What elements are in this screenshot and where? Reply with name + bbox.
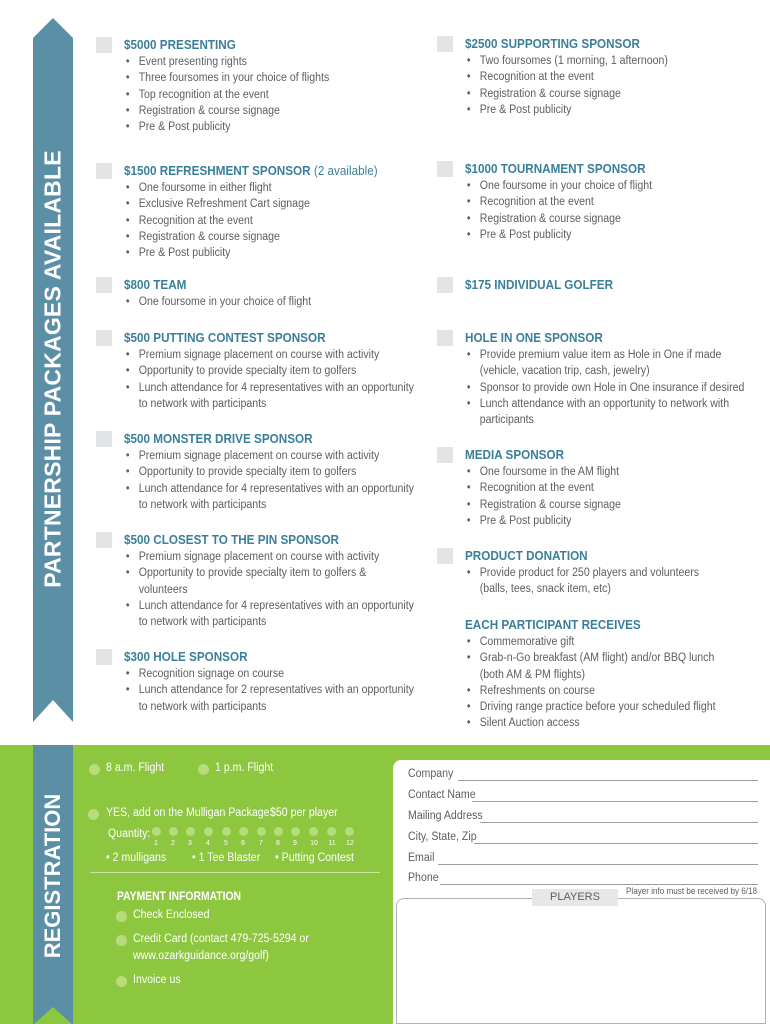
list-item: (both AM & PM flights) <box>479 668 585 681</box>
list-item: • Lunch attendance with an opportunity to network with <box>465 396 744 412</box>
package-title: $500 PUTTING CONTEST SPONSOR <box>124 330 326 345</box>
payment-check-label: Check Enclosed <box>133 909 210 921</box>
list-item: • Lunch attendance for 4 representatives with an opportunity <box>124 598 414 614</box>
package-title: $5000 PRESENTING <box>124 37 236 52</box>
mailing-address-label: Mailing Address <box>408 810 483 822</box>
quantity-option-3[interactable] <box>186 827 195 836</box>
list-item: to network with participants <box>138 700 267 713</box>
email-label: Email <box>408 852 435 864</box>
contact-name-label: Contact Name <box>408 789 476 801</box>
list-item: to network with participants <box>138 397 267 410</box>
list-item: • Registration & course signage <box>124 103 329 119</box>
email-field[interactable] <box>438 864 758 865</box>
list-item: • Sponsor to provide own Hole in One insurance if desired <box>465 380 744 396</box>
list-item: • Driving range practice before your scheduled flight <box>465 699 716 715</box>
quantity-option-1[interactable] <box>152 827 161 836</box>
players-box[interactable] <box>396 898 766 1024</box>
package-checkbox[interactable] <box>437 330 453 346</box>
package-product-donation <box>465 548 719 598</box>
quantity-number: 6 <box>241 840 245 847</box>
package-500-putting <box>124 330 439 412</box>
quantity-number: 3 <box>188 840 192 847</box>
list-item: • Premium signage placement on course with activity <box>124 347 414 363</box>
package-media <box>465 447 634 529</box>
package-checkbox[interactable] <box>437 548 453 564</box>
payment-title: PAYMENT INFORMATION <box>117 891 242 903</box>
list-item: • Two foursomes (1 morning, 1 afternoon) <box>465 53 668 69</box>
list-item: • Recognition at the event <box>124 213 383 229</box>
section-title: EACH PARTICIPANT RECEIVES <box>465 617 641 632</box>
package-500-monster-drive <box>124 431 439 513</box>
players-note: Player info must be received by 6/18 <box>626 886 758 896</box>
package-checkbox[interactable] <box>96 649 112 665</box>
payment-invoice-radio[interactable] <box>116 976 127 987</box>
list-item: • Silent Auction access <box>465 715 716 731</box>
quantity-number: 2 <box>171 840 175 847</box>
quantity-number: 12 <box>346 840 354 847</box>
package-800-team <box>124 277 327 310</box>
quantity-option-10[interactable] <box>309 827 318 836</box>
flight-am-label: 8 a.m. Flight <box>106 762 165 774</box>
package-title: $500 CLOSEST TO THE PIN SPONSOR <box>124 532 339 547</box>
package-note: (2 available) <box>313 163 378 178</box>
quantity-label: Quantity: <box>108 828 151 840</box>
package-checkbox[interactable] <box>96 277 112 293</box>
list-item: • Opportunity to provide specialty item to golfers & <box>124 565 414 581</box>
mulligan-item: • 1 Tee Blaster <box>192 852 261 864</box>
list-item: • Provide product for 250 players and volunteers <box>465 565 699 581</box>
phone-label: Phone <box>408 872 439 884</box>
quantity-option-6[interactable] <box>239 827 248 836</box>
quantity-option-2[interactable] <box>169 827 178 836</box>
list-item: volunteers <box>138 583 188 596</box>
list-item: • Recognition at the event <box>465 69 668 85</box>
list-item: • Recognition at the event <box>465 194 652 210</box>
quantity-number: 9 <box>293 840 297 847</box>
package-5000-presenting <box>124 37 347 135</box>
quantity-option-4[interactable] <box>204 827 213 836</box>
payment-check-radio[interactable] <box>116 911 127 922</box>
list-item: (balls, tees, snack item, etc) <box>479 583 611 596</box>
package-300-hole <box>124 649 439 715</box>
quantity-option-8[interactable] <box>274 827 283 836</box>
package-title: PRODUCT DONATION <box>465 548 588 563</box>
mulligan-radio[interactable] <box>88 809 99 820</box>
package-1000-tournament <box>465 161 668 243</box>
list-item: • Pre & Post publicity <box>124 245 383 261</box>
quantity-number: 5 <box>224 840 228 847</box>
list-item: (vehicle, vacation trip, cash, jewelry) <box>479 365 650 378</box>
list-item: • Lunch attendance for 2 representatives with an opportunity <box>124 682 414 698</box>
list-item: • Registration & course signage <box>465 211 652 227</box>
list-item: participants <box>479 414 534 427</box>
phone-field[interactable] <box>440 884 758 885</box>
payment-invoice-label: Invoice us <box>133 974 181 986</box>
package-2500-supporting <box>465 36 686 118</box>
package-checkbox[interactable] <box>96 163 112 179</box>
flight-pm-label: 1 p.m. Flight <box>215 762 274 774</box>
package-checkbox[interactable] <box>437 447 453 463</box>
mulligan-item: • Putting Contest <box>275 852 355 864</box>
quantity-option-11[interactable] <box>327 827 336 836</box>
package-hole-in-one <box>465 330 769 428</box>
quantity-number: 11 <box>328 840 336 847</box>
quantity-option-9[interactable] <box>291 827 300 836</box>
city-state-zip-label: City, State, Zip <box>408 831 477 843</box>
list-item: to network with participants <box>138 498 267 511</box>
company-label: Company <box>408 768 454 780</box>
list-item: • Commemorative gift <box>465 634 716 650</box>
package-title: $1000 TOURNAMENT SPONSOR <box>465 161 646 176</box>
list-item: • Event presenting rights <box>124 54 329 70</box>
partnership-banner <box>33 38 73 700</box>
list-item: • Recognition at the event <box>465 480 621 496</box>
list-item: • Pre & Post publicity <box>124 119 329 135</box>
players-label: PLAYERS <box>532 889 618 906</box>
quantity-number: 4 <box>206 840 210 847</box>
list-item: • Lunch attendance for 4 representatives with an opportunity <box>124 380 414 396</box>
package-1500-refreshment <box>124 163 406 261</box>
package-checkbox[interactable] <box>437 161 453 177</box>
quantity-option-5[interactable] <box>222 827 231 836</box>
contact-name-field[interactable] <box>472 801 758 802</box>
quantity-number: 8 <box>276 840 280 847</box>
list-item: to network with participants <box>138 616 267 629</box>
list-item: • Grab-n-Go breakfast (AM flight) and/or BBQ lunch <box>465 650 716 666</box>
package-checkbox[interactable] <box>437 277 453 293</box>
list-item: • One foursome in your choice of flight <box>465 178 652 194</box>
quantity-option-12[interactable] <box>345 827 354 836</box>
list-item: • Opportunity to provide specialty item to golfers <box>124 464 414 480</box>
package-title: MEDIA SPONSOR <box>465 447 565 462</box>
quantity-number: 1 <box>154 840 158 847</box>
list-item: • Recognition signage on course <box>124 666 414 682</box>
package-500-closest-pin <box>124 532 439 630</box>
list-item: • Pre & Post publicity <box>465 227 652 243</box>
mulligan-item: • 2 mulligans <box>106 852 167 864</box>
package-checkbox[interactable] <box>437 36 453 52</box>
flight-pm-radio[interactable] <box>198 764 209 775</box>
package-title: $800 TEAM <box>124 277 187 292</box>
list-item: • Top recognition at the event <box>124 87 329 103</box>
list-item: • Premium signage placement on course with activity <box>124 549 414 565</box>
package-checkbox[interactable] <box>96 37 112 53</box>
package-checkbox[interactable] <box>96 330 112 346</box>
package-title: HOLE IN ONE SPONSOR <box>465 330 603 345</box>
each-participant-receives <box>465 617 737 732</box>
registration-banner-title: REGISTRATION <box>40 793 65 959</box>
divider <box>90 872 380 873</box>
list-item: • One foursome in your choice of flight <box>124 294 311 310</box>
package-title: $2500 SUPPORTING SPONSOR <box>465 36 640 51</box>
quantity-number: 7 <box>259 840 263 847</box>
package-title: $1500 REFRESHMENT SPONSOR (2 available) <box>124 163 378 178</box>
registration-banner <box>33 745 73 1007</box>
list-item: • Pre & Post publicity <box>465 102 668 118</box>
payment-card-label: Credit Card (contact 479-725-5294 or <box>133 933 309 945</box>
list-item: • Lunch attendance for 4 representatives with an opportunity <box>124 481 414 497</box>
list-item: • Premium signage placement on course with activity <box>124 448 414 464</box>
package-title: $300 HOLE SPONSOR <box>124 649 248 664</box>
company-field[interactable] <box>458 780 758 781</box>
package-title: $175 INDIVIDUAL GOLFER <box>465 277 614 292</box>
list-item: • Registration & course signage <box>124 229 383 245</box>
city-state-zip-field[interactable] <box>474 843 758 844</box>
list-item: • Opportunity to provide specialty item to golfers <box>124 363 414 379</box>
package-checkbox[interactable] <box>96 431 112 447</box>
list-item: • Pre & Post publicity <box>465 513 621 529</box>
list-item: • Registration & course signage <box>465 497 621 513</box>
package-checkbox[interactable] <box>96 532 112 548</box>
payment-card-url: www.ozarkguidance.org/golf) <box>133 950 269 962</box>
list-item: • Registration & course signage <box>465 86 668 102</box>
quantity-number: 10 <box>310 840 318 847</box>
flight-am-radio[interactable] <box>89 764 100 775</box>
mailing-address-field[interactable] <box>480 822 758 823</box>
package-title: $500 MONSTER DRIVE SPONSOR <box>124 431 313 446</box>
list-item: • Exclusive Refreshment Cart signage <box>124 196 383 212</box>
list-item: • Refreshments on course <box>465 683 716 699</box>
quantity-option-7[interactable] <box>257 827 266 836</box>
mulligan-label: YES, add on the Mulligan Package <box>106 807 270 819</box>
list-item: • Three foursomes in your choice of flights <box>124 70 329 86</box>
package-175-individual <box>465 277 629 293</box>
list-item: • Provide premium value item as Hole in One if made <box>465 347 744 363</box>
mulligan-price: $50 per player <box>270 807 338 819</box>
partnership-banner-title: PARTNERSHIP PACKAGES AVAILABLE <box>39 150 66 588</box>
payment-card-radio[interactable] <box>116 935 127 946</box>
list-item: • One foursome in either flight <box>124 180 383 196</box>
list-item: • One foursome in the AM flight <box>465 464 621 480</box>
